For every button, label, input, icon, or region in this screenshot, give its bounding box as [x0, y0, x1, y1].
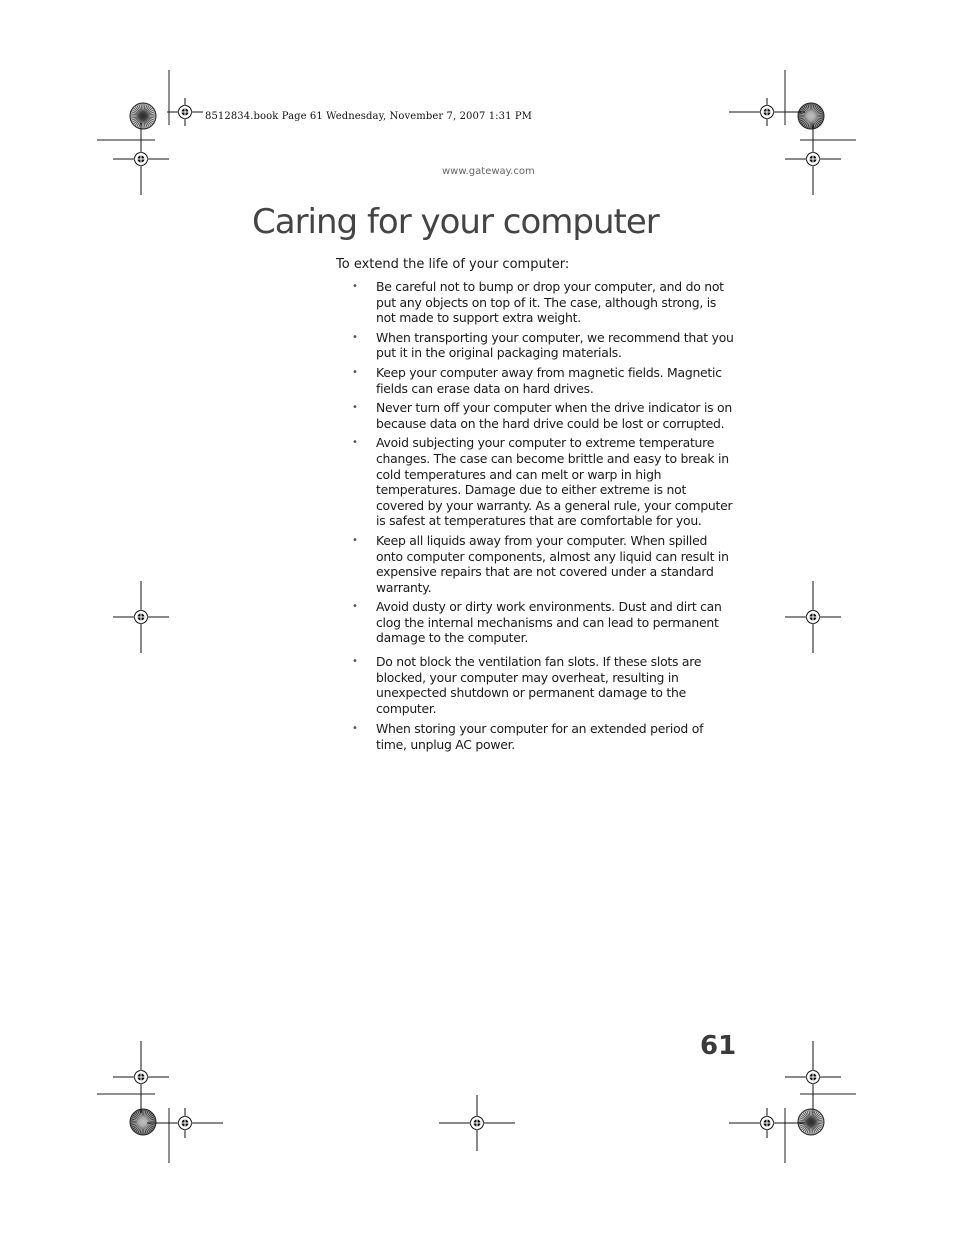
- starburst-mark-icon: [130, 1109, 156, 1135]
- tip-text: Keep your computer away from magnetic fields. Magnetic fields can erase data on hard drives.: [376, 364, 722, 396]
- starburst-mark-icon: [798, 103, 824, 129]
- bullet-icon: •: [352, 534, 358, 546]
- print-slug-line: 8512834.book Page 61 Wednesday, November 7, 2007 1:31 PM: [205, 111, 533, 122]
- tips-list: [336, 279, 736, 753]
- bullet-icon: •: [352, 281, 358, 292]
- list-item: [336, 533, 736, 595]
- bullet-icon: •: [352, 437, 358, 449]
- bullet-icon: •: [352, 331, 358, 343]
- tip-text: Do not block the ventilation fan slots. If these slots are blocked, your computer may overheat, resulting in unexpected shutdown or permanent damage to the computer.: [376, 654, 702, 716]
- tip-text: Avoid dusty or dirty work environments. Dust and dirt can clog the internal mechanisms and can lead to permanent damage to the computer.: [376, 599, 722, 646]
- registration-target-icon: [113, 123, 169, 195]
- registration-target-icon: [785, 1041, 841, 1113]
- page-number: 61: [700, 1031, 737, 1061]
- registration-target-icon: [167, 98, 203, 126]
- site-url: www.gateway.com: [442, 166, 535, 177]
- registration-target-icon: [729, 98, 805, 126]
- tip-text: When storing your computer for an extended period of time, unplug AC power.: [376, 721, 704, 753]
- list-item: [336, 400, 736, 431]
- tip-text: Never turn off your computer when the drive indicator is on because data on the hard drive could be lost or corrupted.: [376, 400, 732, 431]
- registration-target-icon: [785, 123, 841, 195]
- bullet-icon: •: [352, 402, 358, 414]
- registration-target-icon: [785, 581, 841, 653]
- list-item: [336, 330, 736, 361]
- starburst-mark-icon: [130, 103, 156, 129]
- page-title: Caring for your computer: [252, 202, 659, 242]
- registration-target-icon: [113, 1041, 169, 1113]
- list-item: [336, 435, 736, 529]
- tip-text: Keep all liquids away from your computer. When spilled onto computer components, almost any liquid can result in expensive repairs that are not covered under a standard warranty.: [376, 532, 729, 595]
- bullet-icon: •: [352, 723, 358, 735]
- list-item: [336, 365, 736, 396]
- tip-text: When transporting your computer, we recommend that you put it in the original packaging materials.: [376, 329, 734, 361]
- starburst-mark-icon: [798, 1109, 824, 1135]
- tip-text: Be careful not to bump or drop your computer, and do not put any objects on top of it. The case, although strong, is not made to support extra weight.: [376, 279, 724, 326]
- intro-text: To extend the life of your computer:: [336, 257, 570, 272]
- tip-text: Avoid subjecting your computer to extreme temperature changes. The case can become brittle and easy to break in cold temperatures and can melt or warp in high temperatures. Damage due to either extreme is not covered by your warranty. As a general rule, your computer is safest at temperatures that are comfortable for you.: [376, 435, 733, 529]
- registration-target-icon: [113, 581, 169, 653]
- registration-target-icon: [439, 1095, 515, 1151]
- bullet-icon: •: [352, 656, 358, 668]
- bullet-icon: •: [352, 601, 358, 613]
- registration-target-icon: [147, 1108, 223, 1138]
- bullet-icon: •: [352, 366, 358, 378]
- list-item: [336, 721, 736, 752]
- list-item: [336, 599, 736, 646]
- list-item: [336, 279, 736, 326]
- registration-target-icon: [729, 1108, 805, 1138]
- list-item: [336, 654, 736, 716]
